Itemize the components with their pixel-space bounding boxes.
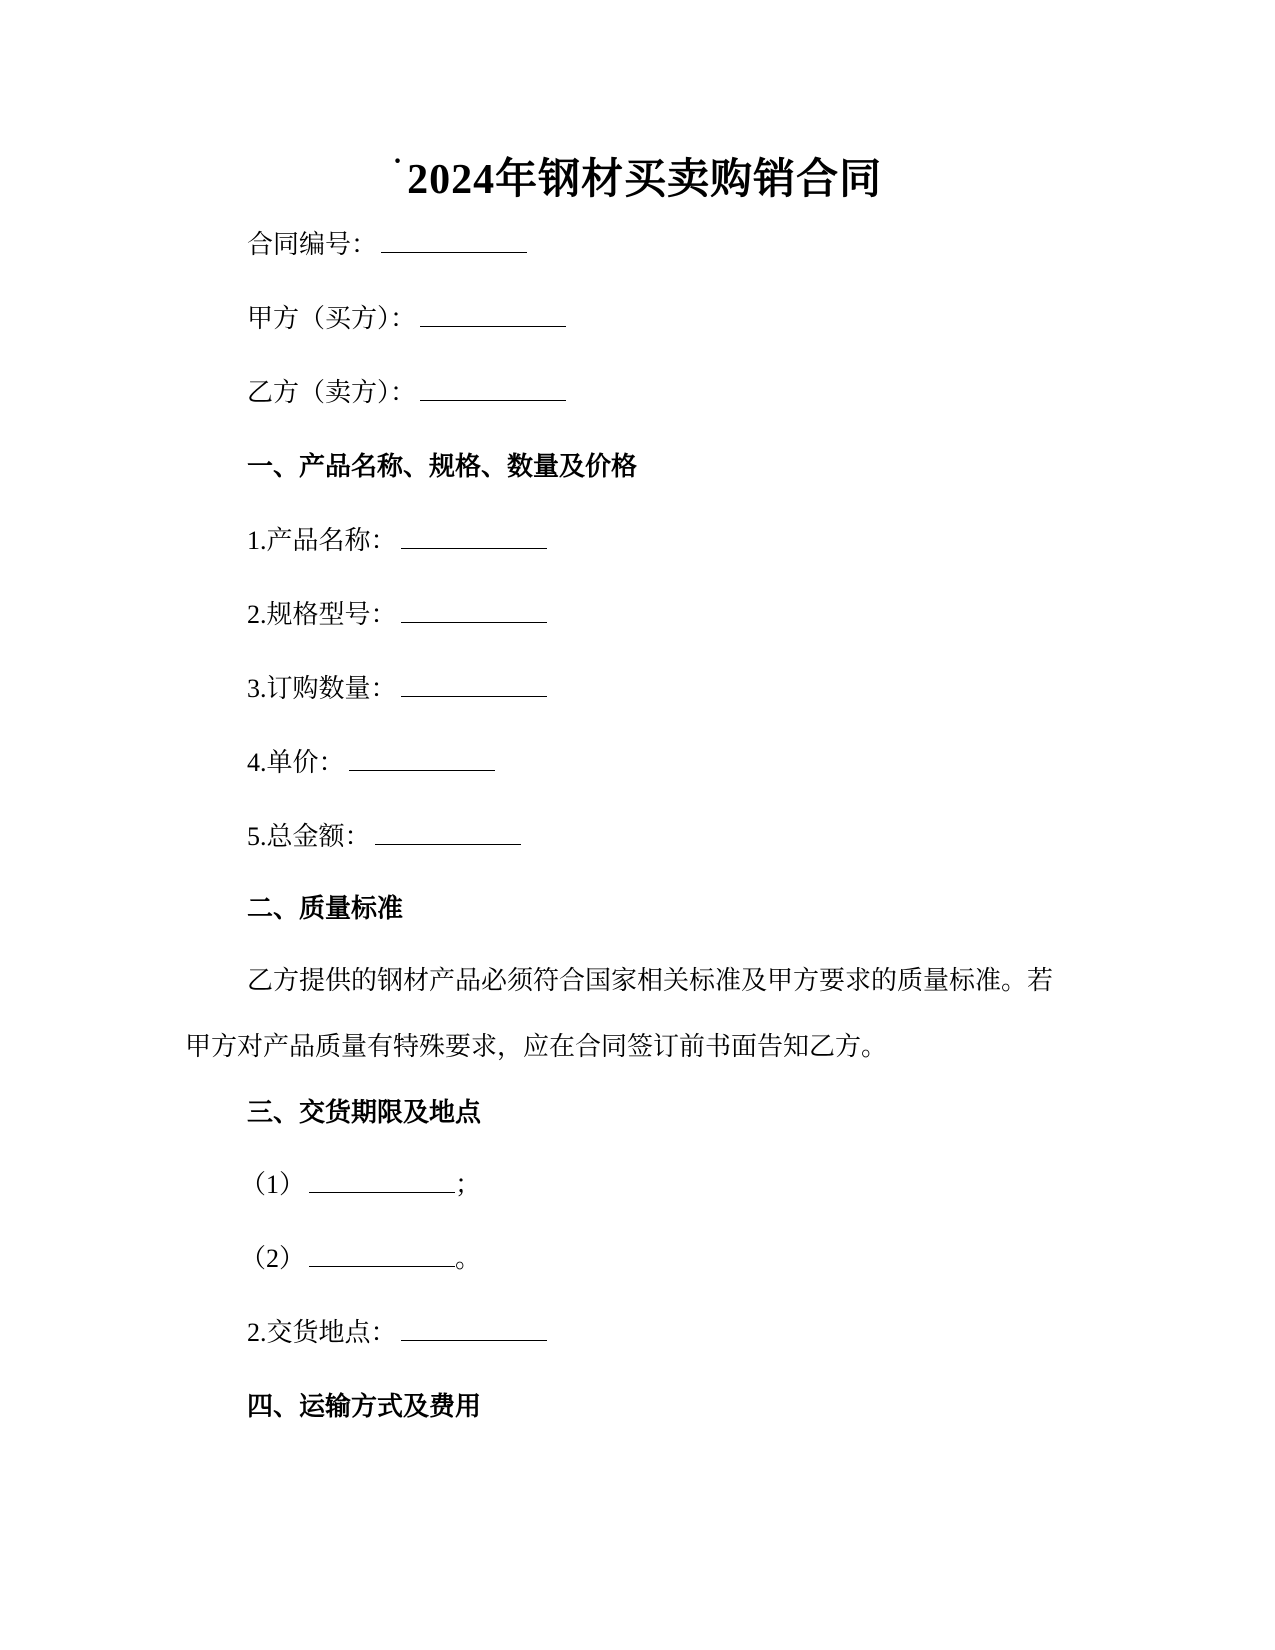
total-amount-blank[interactable] <box>375 820 521 845</box>
product-name-field: 1.产品名称： <box>247 524 547 558</box>
section-2-heading: 二、质量标准 <box>247 894 404 923</box>
unit-price-field: 4.单价： <box>247 746 495 780</box>
quantity-blank[interactable] <box>401 672 547 697</box>
party-b-blank[interactable] <box>420 376 566 401</box>
delivery-place-blank[interactable] <box>401 1316 547 1341</box>
party-a-field: 甲方（买方）： <box>247 302 566 336</box>
contract-number-field: 合同编号： <box>247 228 527 262</box>
section-3-heading: 三、交货期限及地点 <box>247 1098 482 1127</box>
spec-model-field: 2.规格型号： <box>247 598 547 632</box>
party-b-field: 乙方（卖方）： <box>247 376 566 410</box>
product-name-blank[interactable] <box>401 524 547 549</box>
contract-number-blank[interactable] <box>381 228 527 253</box>
party-a-blank[interactable] <box>420 302 566 327</box>
spec-model-blank[interactable] <box>401 598 547 623</box>
section-4-heading: 四、运输方式及费用 <box>247 1392 482 1421</box>
delivery-place-field: 2.交货地点： <box>247 1316 547 1350</box>
delivery-item-2-blank[interactable] <box>309 1242 455 1267</box>
delivery-item-1-blank[interactable] <box>309 1168 455 1193</box>
title-mark: · <box>392 146 404 177</box>
unit-price-blank[interactable] <box>349 746 495 771</box>
document-title: ·2024年钢材买卖购销合同 <box>392 146 883 203</box>
quality-paragraph: 乙方提供的钢材产品必须符合国家相关标准及甲方要求的质量标准。若甲方对产品质量有特殊要求，应在合同签订前书面告知乙方。 <box>185 966 1054 1061</box>
section-1-heading: 一、产品名称、规格、数量及价格 <box>247 452 638 481</box>
delivery-item-2: （2） 。 <box>240 1244 482 1273</box>
quantity-field: 3.订购数量： <box>247 672 547 706</box>
delivery-item-1: （1） ； <box>240 1170 482 1199</box>
total-amount-field: 5.总金额： <box>247 820 521 854</box>
